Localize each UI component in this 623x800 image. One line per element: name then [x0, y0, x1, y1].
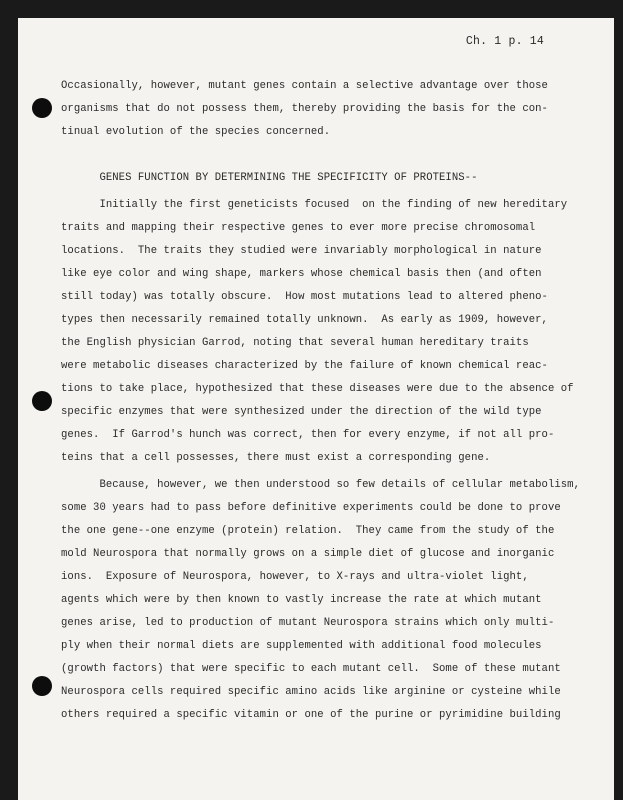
text-line: (growth factors) that were specific to each mutant cell. Some of these mutant [61, 663, 561, 675]
text-line: Occasionally, however, mutant genes contain a selective advantage over those [61, 80, 548, 92]
text-line: tions to take place, hypothesized that these diseases were due to the absence of [61, 383, 574, 395]
text-line: tinual evolution of the species concerned. [61, 126, 331, 138]
text-line: mold Neurospora that normally grows on a simple diet of glucose and inorganic [61, 548, 555, 560]
text-line: traits and mapping their respective genes to ever more precise chromosomal [61, 222, 536, 234]
text-line: agents which were by then known to vastly increase the rate at which mutant [61, 594, 542, 606]
text-line: genes arise, led to production of mutant Neurospora strains which only multi- [61, 617, 555, 629]
text-line: were metabolic diseases characterized by the failure of known chemical reac- [61, 360, 548, 372]
text-line: like eye color and wing shape, markers whose chemical basis then (and often [61, 268, 542, 280]
binder-hole-middle [32, 391, 52, 411]
text-line: locations. The traits they studied were invariably morphological in nature [61, 245, 542, 257]
text-line: ions. Exposure of Neurospora, however, to X-rays and ultra-violet light, [61, 571, 529, 583]
text-line: organisms that do not possess them, thereby providing the basis for the con- [61, 103, 548, 115]
section-heading: GENES FUNCTION BY DETERMINING THE SPECIFICITY OF PROTEINS-- [61, 172, 478, 184]
text-line: others required a specific vitamin or one of the purine or pyrimidine building [61, 709, 561, 721]
document-page [18, 18, 614, 800]
text-line: teins that a cell possesses, there must exist a corresponding gene. [61, 452, 491, 464]
text-line: some 30 years had to pass before definitive experiments could be done to prove [61, 502, 561, 514]
text-line: ply when their normal diets are supplemented with additional food molecules [61, 640, 542, 652]
binder-hole-bottom [32, 676, 52, 696]
text-line: types then necessarily remained totally unknown. As early as 1909, however, [61, 314, 548, 326]
page-reference: Ch. 1 p. 14 [465, 35, 544, 48]
text-line: Because, however, we then understood so few details of cellular metabolism, [61, 479, 580, 491]
text-line: genes. If Garrod's hunch was correct, then for every enzyme, if not all pro- [61, 429, 555, 441]
text-line: Initially the first geneticists focused on the finding of new hereditary [61, 199, 568, 211]
text-line: the English physician Garrod, noting that several human hereditary traits [61, 337, 529, 349]
text-line: still today) was totally obscure. How most mutations lead to altered pheno- [61, 291, 548, 303]
binder-hole-top [32, 98, 52, 118]
text-line: the one gene--one enzyme (protein) relation. They came from the study of the [61, 525, 555, 537]
text-line: specific enzymes that were synthesized under the direction of the wild type [61, 406, 542, 418]
text-line: Neurospora cells required specific amino acids like arginine or cysteine while [61, 686, 561, 698]
